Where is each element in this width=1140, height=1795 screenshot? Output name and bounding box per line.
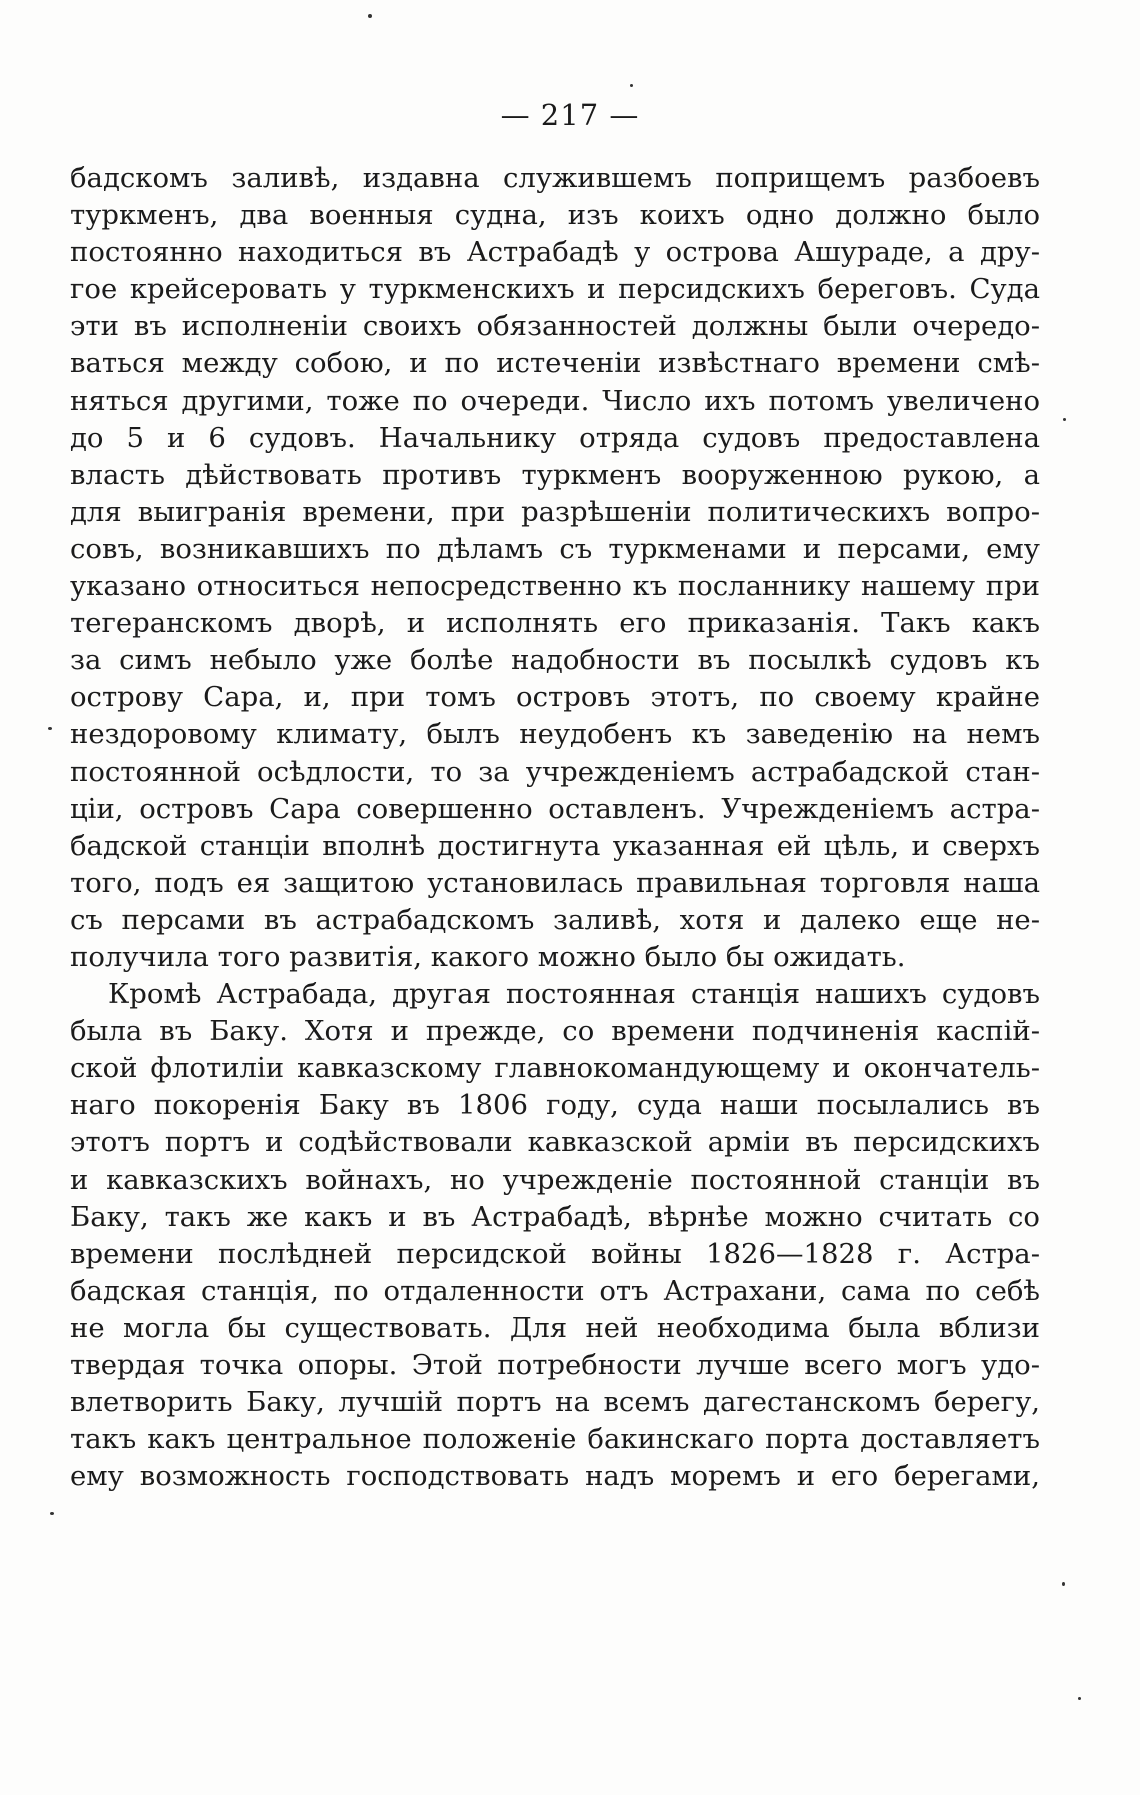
text-line: съ персами въ астрабадскомъ заливѣ, хотя и далеко еще не- xyxy=(70,903,1040,936)
text-line: острову Сара, и, при томъ островъ этотъ, по своему крайне xyxy=(70,681,1040,714)
text-line: не могла бы существовать. Для ней необходима была вблизи xyxy=(70,1311,1040,1344)
text-line: ской флотиліи кавказскому главнокомандующему и окончатель- xyxy=(70,1052,1040,1085)
text-line: ему возможность господствовать надъ моремъ и его берегами, xyxy=(70,1460,1040,1493)
text-line: няться другими, тоже по очереди. Число ихъ потомъ увеличено xyxy=(70,384,1040,417)
text-line: бадской станціи вполнѣ достигнута указанная ей цѣль, и сверхъ xyxy=(70,829,1040,862)
text-line: указано относиться непосредственно къ посланнику нашему при xyxy=(70,570,1040,603)
text-line: и кавказскихъ войнахъ, но учрежденіе постоянной станціи въ xyxy=(70,1163,1040,1196)
text-line: гое крейсеровать у туркменскихъ и персидскихъ береговъ. Суда xyxy=(70,273,1040,306)
text-line: до 5 и 6 судовъ. Начальнику отряда судовъ предоставлена xyxy=(70,421,1040,454)
text-line: наго покоренія Баку въ 1806 году, суда наши посылались въ xyxy=(70,1089,1040,1122)
text-line: постоянной осѣдлости, то за учрежденіемъ астрабадской стан- xyxy=(70,755,1040,788)
text-line: Кромѣ Астрабада, другая постоянная станція нашихъ судовъ xyxy=(108,978,1040,1011)
scan-speck xyxy=(50,1512,54,1515)
text-line: была въ Баку. Хотя и прежде, со времени подчиненія каспій- xyxy=(70,1015,1040,1048)
text-line: совъ, возникавшихъ по дѣламъ съ туркменами и персами, ему xyxy=(70,532,1040,565)
text-line: влетворить Баку, лучшій портъ на всемъ дагестанскомъ берегу, xyxy=(70,1386,1040,1419)
body-text xyxy=(70,160,1040,1495)
text-line: бадскомъ заливѣ, издавна служившемъ поприщемъ разбоевъ xyxy=(70,162,1040,194)
text-line: того, подъ ея защитою установилась правильная торговля наша xyxy=(70,866,1040,899)
scan-speck xyxy=(1063,418,1066,421)
text-line: этотъ портъ и содѣйствовали кавказской арміи въ персидскихъ xyxy=(70,1126,1040,1159)
scan-speck xyxy=(48,727,52,730)
text-line: получила того развитія, какого можно было бы ожидать. xyxy=(70,940,906,973)
text-line: такъ какъ центральное положеніе бакинскаго порта доставляетъ xyxy=(70,1423,1040,1456)
text-line: Баку, такъ же какъ и въ Астрабадѣ, вѣрнѣе можно считать со xyxy=(70,1200,1040,1233)
page-number: — 217 — xyxy=(500,98,640,132)
text-line: для выигранія времени, при разрѣшеніи политическихъ вопро- xyxy=(70,495,1040,528)
text-line: власть дѣйствовать противъ туркменъ вооруженною рукою, а xyxy=(70,458,1040,491)
text-line: времени послѣдней персидской войны 1826—1828 г. Астра- xyxy=(70,1237,1040,1270)
scan-speck xyxy=(1062,1582,1065,1586)
text-line: нездоровому климату, былъ неудобенъ къ заведенію на немъ xyxy=(70,718,1040,751)
text-line: постоянно находиться въ Астрабадѣ у острова Ашураде, а дру- xyxy=(70,236,1040,269)
text-line: эти въ исполненіи своихъ обязанностей должны были очередо- xyxy=(70,310,1040,343)
text-line: тегеранскомъ дворѣ, и исполнять его приказанія. Такъ какъ xyxy=(70,607,1040,640)
text-line: за симъ небыло уже болѣе надобности въ посылкѣ судовъ къ xyxy=(70,644,1040,677)
text-line: бадская станція, по отдаленности отъ Астрахани, сама по себѣ xyxy=(70,1274,1040,1307)
text-line: туркменъ, два военныя судна, изъ коихъ одно должно было xyxy=(70,199,1040,232)
text-line: ціи, островъ Сара совершенно оставленъ. Учрежденіемъ астра- xyxy=(70,792,1040,825)
scan-speck xyxy=(630,84,633,87)
text-line: твердая точка опоры. Этой потребности лучше всего могъ удо- xyxy=(70,1349,1040,1381)
scan-speck xyxy=(368,14,372,18)
scan-speck xyxy=(1078,1697,1081,1700)
text-line: ваться между собою, и по истеченіи извѣстнаго времени смѣ- xyxy=(70,347,1040,380)
